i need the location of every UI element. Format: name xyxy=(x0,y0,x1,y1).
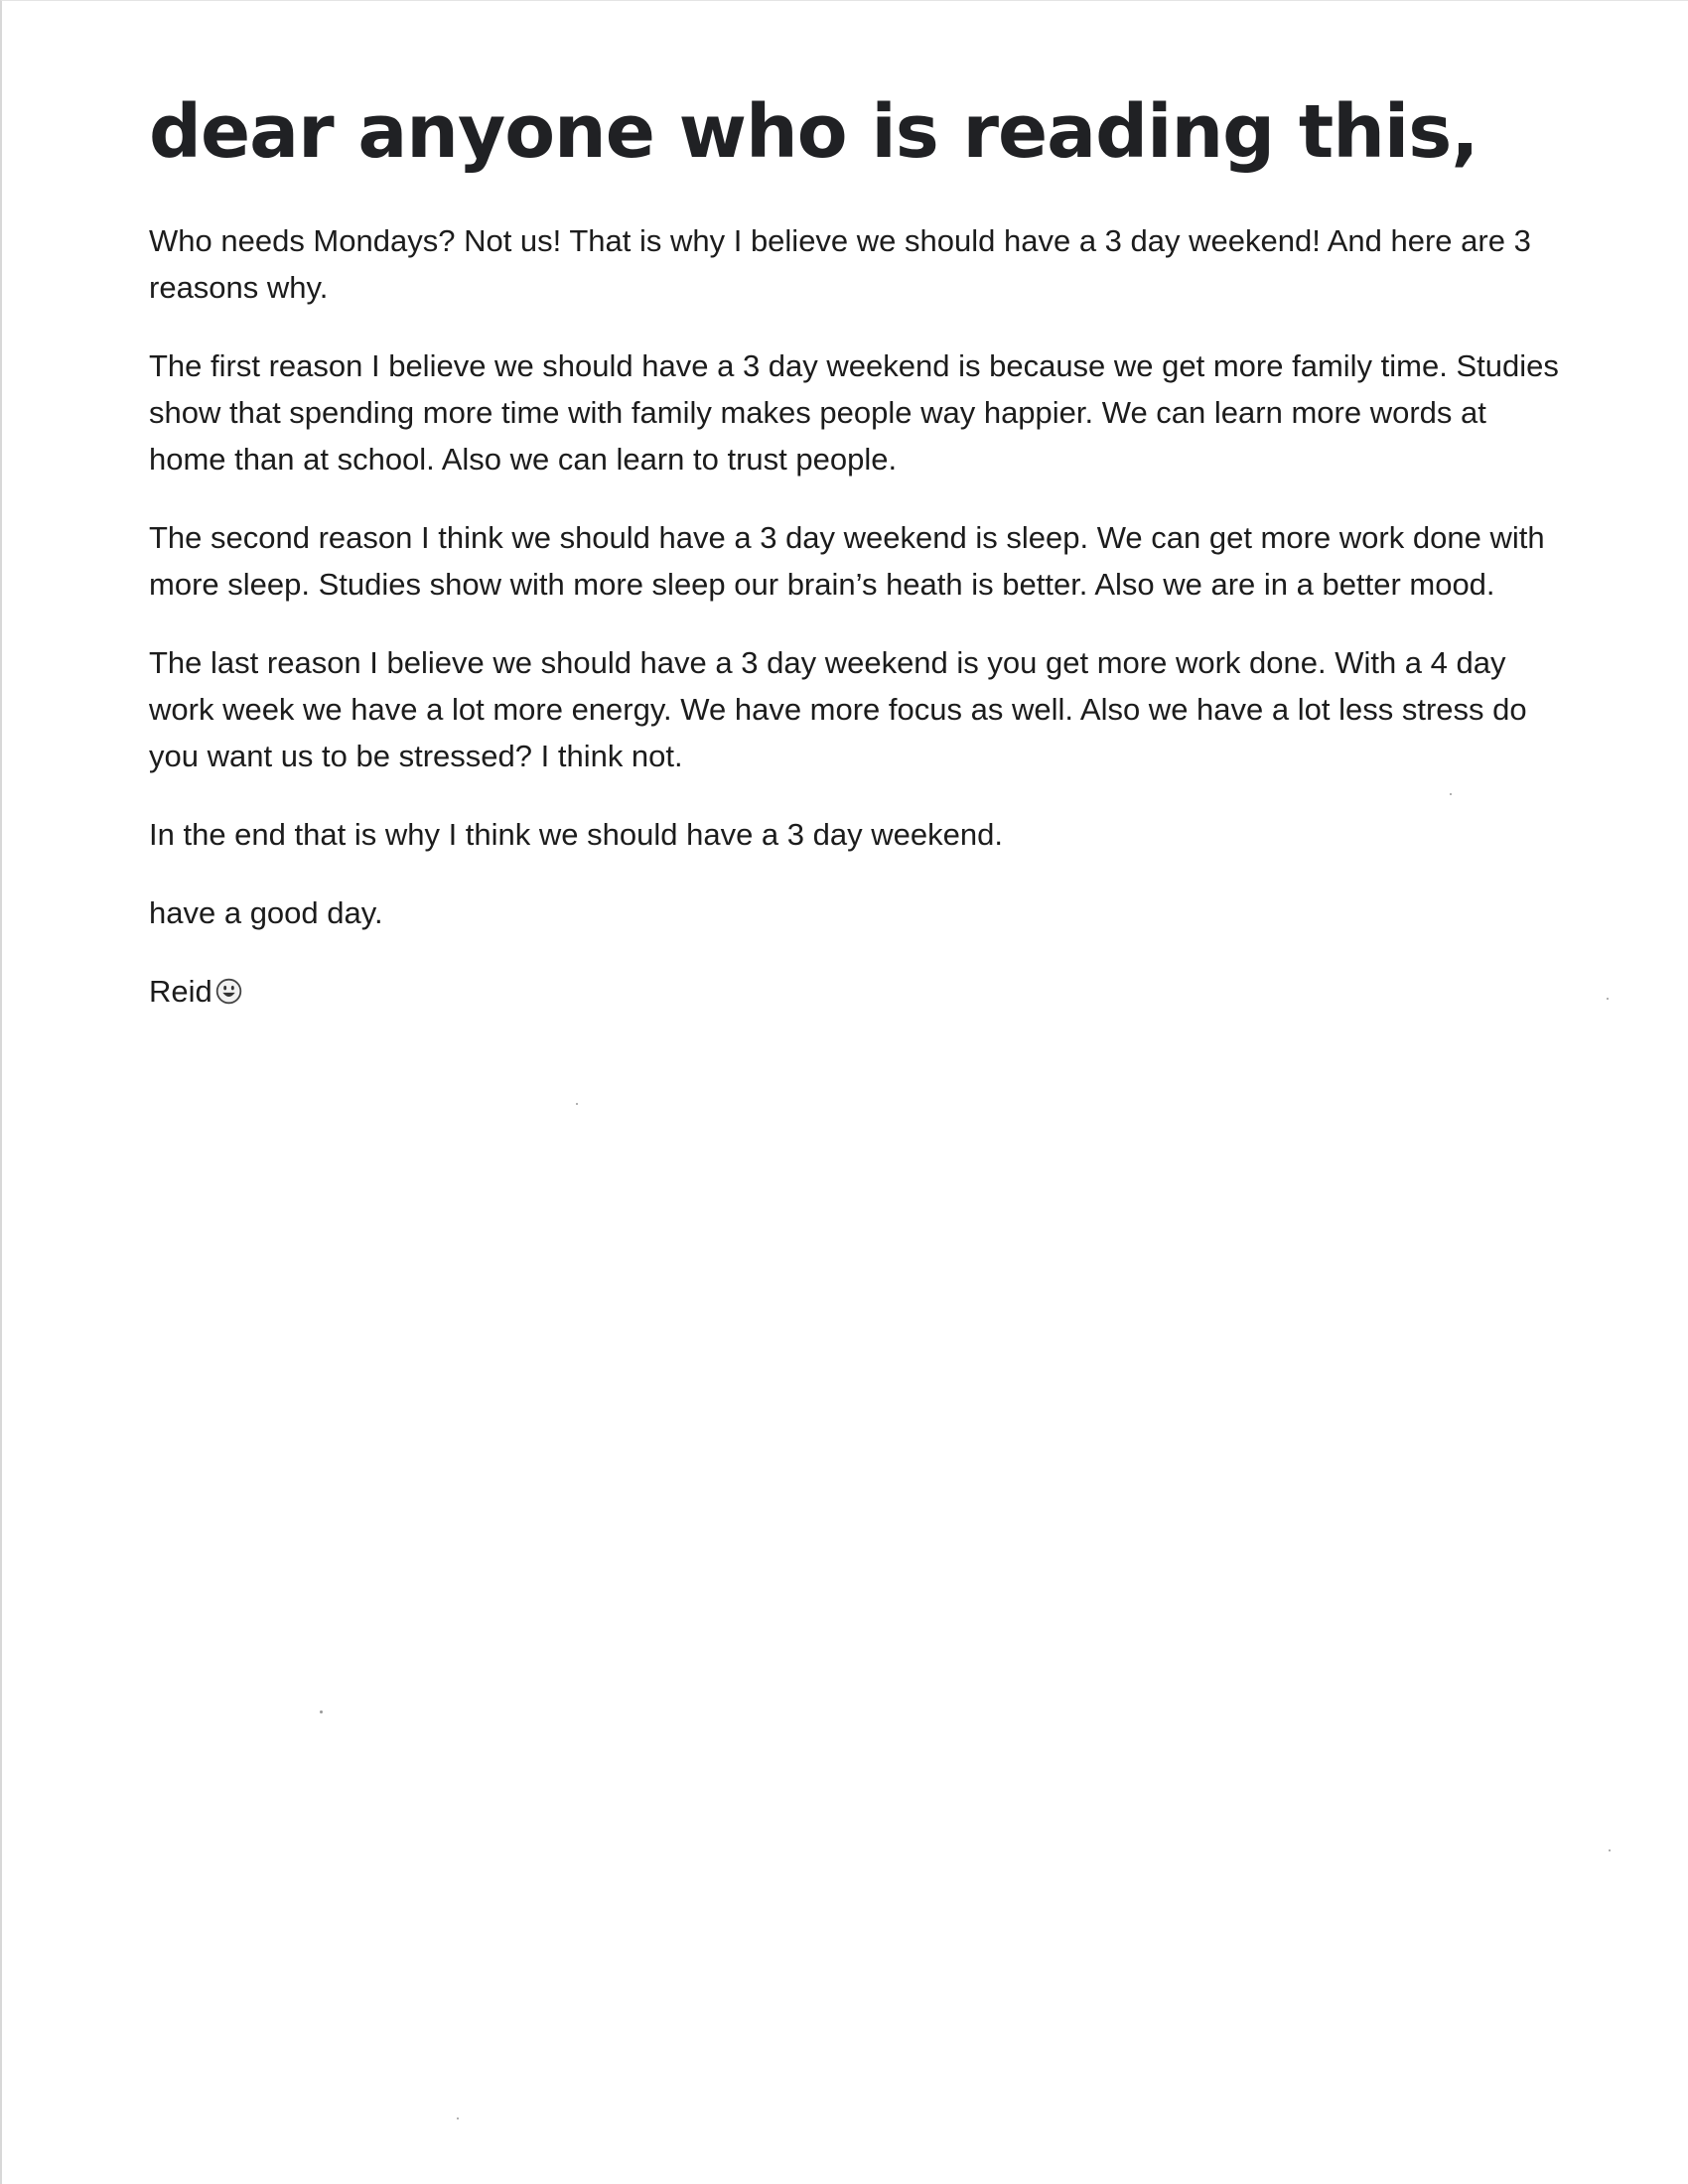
paragraph-first-reason: The first reason I believe we should have a 3 day weekend is because we get more family time. Studies show that spending more time with family makes people way happier. We can learn more words at home than at school. Also we can learn to trust people. xyxy=(149,348,1559,477)
letter-body xyxy=(149,84,1559,1015)
paragraph-last-reason: The last reason I believe we should have a 3 day weekend is you get more work done. With a 4 day work week we have a lot more energy. We have more focus as well. Also we have a lot less stress do you want us to be stressed? I think not. xyxy=(149,645,1527,773)
paragraph-conclusion: In the end that is why I think we should have a 3 day weekend. xyxy=(149,817,1003,852)
scan-speck xyxy=(320,1710,323,1713)
scan-speck xyxy=(576,1103,578,1105)
smiley-face-icon xyxy=(215,978,242,1005)
scan-speck xyxy=(1609,1849,1611,1851)
scan-speck xyxy=(1607,998,1609,1000)
scan-speck xyxy=(457,2117,459,2119)
letter-title: dear anyone who is reading this, xyxy=(149,89,1478,175)
scan-speck xyxy=(1450,793,1452,795)
signature xyxy=(149,968,1559,1015)
signature-name: Reid xyxy=(149,974,212,1009)
paragraph-closing: have a good day. xyxy=(149,895,383,930)
paragraph-intro: Who needs Mondays? Not us! That is why I believe we should have a 3 day weekend! And here are 3 reasons why. xyxy=(149,223,1531,305)
paragraph-second-reason: The second reason I think we should have a 3 day weekend is sleep. We can get more work done with more sleep. Studies show with more sleep our brain’s heath is better. Also we are in a better mood. xyxy=(149,520,1545,602)
